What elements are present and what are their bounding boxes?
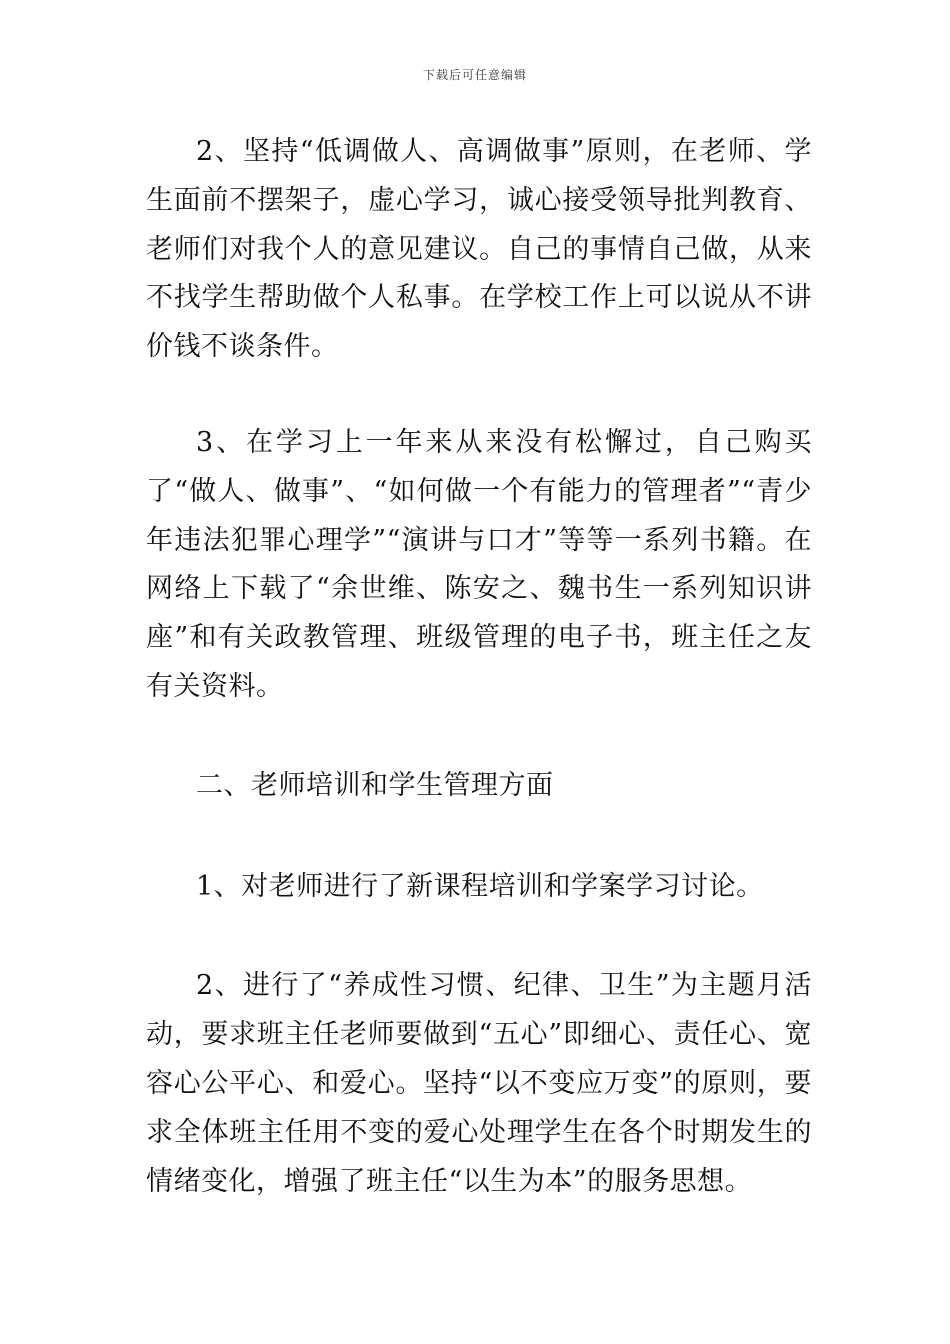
paragraph-monthly-activity: 2、进行了“养成性习惯、纪律、卫生”为主题月活动，要求班主任老师要做到“五心”即细心、责任心、宽容心公平心、和爱心。坚持“以不变应万变”的原则，要求全体班主任用不变的爱心处理学生在各个时期发生的情绪变化，增强了班主任“以生为本”的服务思想。 bbox=[146, 970, 812, 1197]
paragraph-study: 3、在学习上一年来从来没有松懈过，自己购买了“做人、做事”、“如何做一个有能力的管理者”“青少年违法犯罪心理学”“演讲与口才”等等一系列书籍。在网络上下载了“余世维、陈安之、魏书生一系列知识讲座”和有关政教管理、班级管理的电子书，班主任之友有关资料。 bbox=[146, 426, 812, 702]
paragraph-principle: 2、坚持“低调做人、高调做事”原则，在老师、学生面前不摆架子，虚心学习，诚心接受领导批判教育、老师们对我个人的意见建议。自己的事情自己做，从来不找学生帮助做个人私事。在学校工作上可以说从不讲价钱不谈条件。 bbox=[146, 136, 812, 363]
page-header-note: 下载后可任意编辑 bbox=[422, 68, 527, 82]
section-heading-training: 二、老师培训和学生管理方面 bbox=[196, 769, 554, 801]
document-body bbox=[146, 128, 812, 1206]
paragraph-teacher-training: 1、对老师进行了新课程培训和学案学习讨论。 bbox=[196, 870, 764, 902]
